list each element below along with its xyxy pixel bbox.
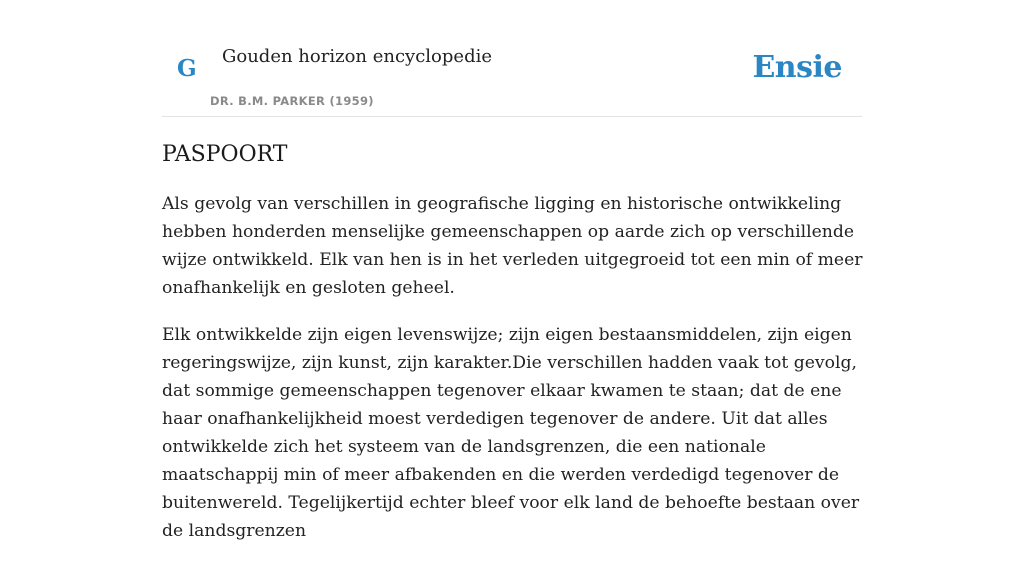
article-paragraph-1: Als gevolg van verschillen in geografische ligging en historische ontwikkeling hebben honderden menselijke gemeenschappen op aarde zich op verschillende wijze ontwikkeld. Elk van hen is in het verleden uitgegroeid tot een min of meer onafhankelijk en gesloten geheel.: [162, 194, 863, 298]
article-body: [162, 140, 874, 564]
ensie-logo-link[interactable]: Ensie: [752, 50, 842, 85]
article-title: PASPOORT: [162, 142, 288, 167]
book-header: [162, 0, 862, 117]
book-author: DR. B.M. PARKER (1959): [210, 94, 374, 108]
article-paragraph-2: Elk ontwikkelde zijn eigen levenswijze; zijn eigen bestaansmiddelen, zijn eigen regeringswijze, zijn kunst, zijn karakter.Die verschillen hadden vaak tot gevolg, dat sommige gemeenschappen tegenover elkaar kwamen te staan; dat de ene haar onafhankelijkheid moest verdedigen tegenover de andere. Uit dat alles ontwikkelde zich het systeem van de landsgrenzen, die een nationale maatschappij min of meer afbakenden en die werden verdedigd tegenover de buitenwereld. Tegelijkertijd echter bleef voor elk land de behoefte bestaan over de landsgrenzen: [162, 325, 860, 541]
book-logo-icon[interactable]: G: [177, 55, 197, 82]
book-title-link[interactable]: Gouden horizon encyclopedie: [222, 46, 492, 67]
